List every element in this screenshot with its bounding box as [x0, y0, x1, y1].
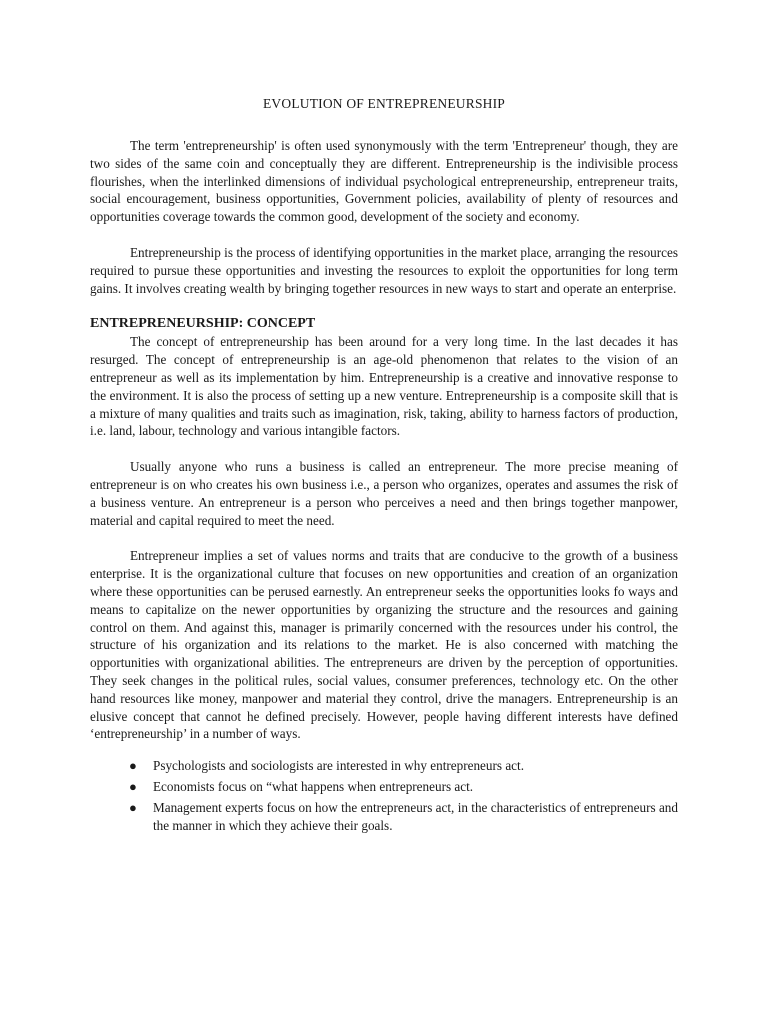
bullet-icon: ●: [129, 799, 137, 815]
bullet-item: [129, 799, 678, 835]
bullet-icon: ●: [129, 758, 137, 774]
bullet-text: Management experts focus on how the entrepreneurs act, in the characteristics of entrepreneurs and the manner in which they achieve their goals.: [153, 799, 678, 833]
bullet-item: [129, 757, 678, 775]
concept-paragraph-1: The concept of entrepreneurship has been around for a very long time. In the last decades it has resurged. The concept of entrepreneurship is an age-old phenomenon that relates to the vision of an entrepreneur as well as its implementation by him. Entrepreneurship is a creative and innovative response to the environment. It is also the process of setting up a new venture. Entrepreneurship is a composite skill that is a mixture of many qualities and traits such as imagination, risk, taking, ability to harness factors of production, i.e. land, labour, technology and various intangible factors.: [90, 334, 678, 439]
concept-paragraph-3: Entrepreneur implies a set of values norms and traits that are conducive to the growth of a business enterprise. It is the organizational culture that focuses on new opportunities and creation of an organization where these opportunities can be perused earnestly. An entrepreneur seeks the opportunities looks fo ways and means to capitalize on the newer opportunities by organizing the structure and the resources and gaining control on them. And against this, manager is primarily concerned with the resources under his control, the structure of his organization and its relations to the market. He is also concerned with matching the opportunities with organizational abilities. The entrepreneurs are driven by the perception of opportunities. They seek changes in the political rules, social values, consumer preferences, technology etc. On the other hand resources like money, manpower and material they control, drive the managers. Entrepreneurship is an elusive concept that cannot he defined precisely. However, people having different interests have defined ‘entrepreneurship’ in a number of ways.: [90, 548, 678, 742]
bullet-text: Psychologists and sociologists are interested in why entrepreneurs act.: [153, 758, 524, 774]
intro-paragraph-1: The term 'entrepreneurship' is often used synonymously with the term 'Entrepreneur' though, they are two sides of the same coin and conceptually they are different. Entrepreneurship is the indivisible process flourishes, when the interlinked dimensions of individual psychological entrepreneurship, entrepreneur traits, social encouragement, business opportunities, Government policies, availability of plenty of resources and opportunities coverage towards the common good, development of the society and economy.: [90, 138, 678, 225]
bullet-icon: ●: [129, 778, 137, 794]
intro-paragraph-2: Entrepreneurship is the process of identifying opportunities in the market place, arranging the resources required to pursue these opportunities and investing the resources to exploit the opportunities for long term gains. It involves creating wealth by bringing together resources in new ways to start and operate an enterprise.: [90, 244, 678, 296]
bullet-list: [90, 757, 678, 834]
concept-paragraph-2: Usually anyone who runs a business is called an entrepreneur. The more precise meaning of entrepreneur is on who creates his own business i.e., a person who organizes, operates and assumes the risk of a business venture. An entrepreneur is a person who perceives a need and then brings together manpower, material and capital required to meet the need.: [90, 459, 678, 528]
section-heading-concept: ENTREPRENEURSHIP: CONCEPT: [90, 316, 316, 332]
document-title: EVOLUTION OF ENTREPRENEURSHIP: [262, 96, 506, 111]
bullet-text: Economists focus on “what happens when entrepreneurs act.: [153, 778, 474, 794]
bullet-item: [129, 778, 678, 796]
